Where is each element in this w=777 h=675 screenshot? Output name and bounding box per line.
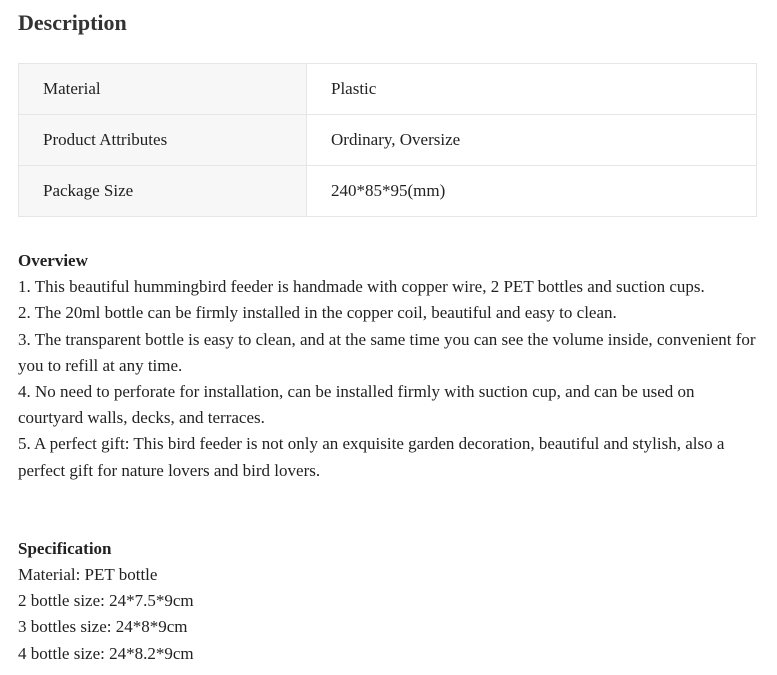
product-details [18, 248, 758, 667]
overview-heading: Overview [18, 251, 88, 270]
specification-heading: Specification [18, 538, 112, 558]
table-row [19, 64, 757, 115]
table-row [19, 166, 757, 217]
overview-line: 5. A perfect gift: This bird feeder is not only an exquisite garden decoration, beautiful and stylish, also a perfect gift for nature lovers and bird lovers. [18, 434, 725, 480]
attribute-key: Product Attributes [19, 115, 307, 166]
specification-line: 2 bottle size: 24*7.5*9cm [18, 591, 194, 611]
table-row [19, 115, 757, 166]
attribute-value: Plastic [307, 64, 757, 115]
attribute-value: 240*85*95(mm) [307, 166, 757, 217]
description-title: Description [18, 10, 127, 35]
overview-line: 4. No need to perforate for installation, can be installed firmly with suction cup, and can be used on courtyard walls, decks, and terraces. [18, 382, 695, 428]
overview-line: 3. The transparent bottle is easy to clean, and at the same time you can see the volume inside, convenient for you to refill at any time. [18, 329, 756, 375]
attribute-key: Package Size [19, 166, 307, 217]
specification-line: Material: PET bottle [18, 565, 158, 585]
section-spacer [18, 484, 758, 536]
specification-line: 4 bottle size: 24*8.2*9cm [18, 643, 194, 663]
overview-line: 2. The 20ml bottle can be firmly installed in the copper coil, beautiful and easy to clean. [18, 303, 617, 323]
attributes-table [18, 63, 757, 217]
attribute-key: Material [19, 64, 307, 115]
overview-line: 1. This beautiful hummingbird feeder is handmade with copper wire, 2 PET bottles and suction cups. [18, 277, 705, 297]
attribute-value: Ordinary, Oversize [307, 115, 757, 166]
specification-line: 3 bottles size: 24*8*9cm [18, 617, 188, 637]
